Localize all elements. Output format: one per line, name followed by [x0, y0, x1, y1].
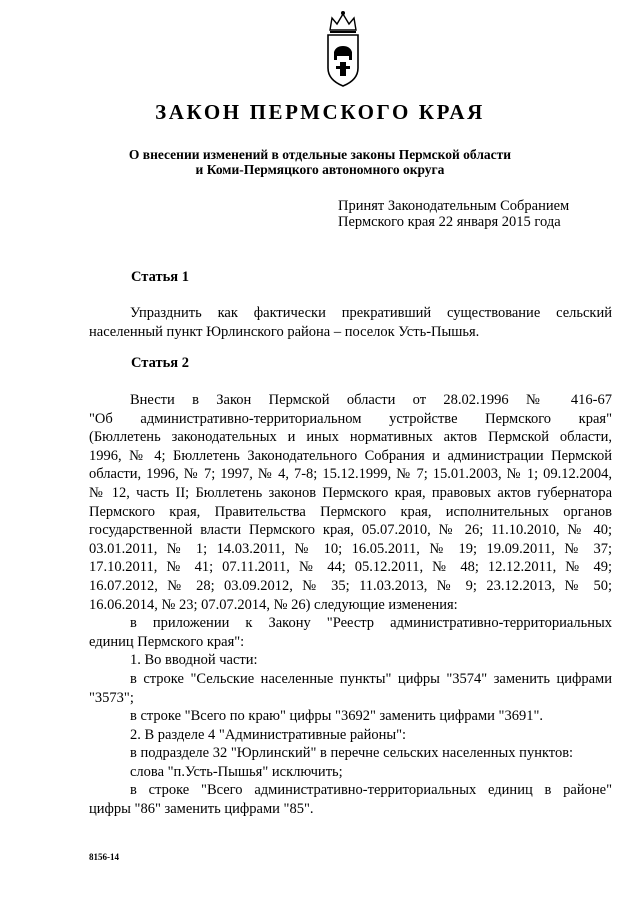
text-line: Упразднить как фактически прекративший существование сельский	[130, 305, 612, 321]
text-line: в приложении к Закону "Реестр административно-территориальных	[130, 615, 612, 632]
text-line: 16.06.2014, № 23; 07.07.2014, № 26) следующие изменения:	[89, 596, 458, 613]
text-line: (Бюллетень законодательных и иных нормативных актов Пермской области,	[89, 429, 612, 446]
text-line: "3573";	[89, 689, 134, 706]
law-subtitle	[0, 147, 640, 177]
text-line: Внести в Закон Пермской области от 28.02.1996 № 416-67	[130, 392, 612, 408]
text-line: в подразделе 32 "Юрлинский" в перечне сельских населенных пунктов:	[130, 745, 574, 762]
text-line: цифры "86" заменить цифрами "85".	[89, 801, 314, 818]
document-code: 8156-14	[89, 852, 119, 862]
text-line: 1996, № 4; Бюллетень Законодательного Собрания и администрации Пермской	[89, 447, 612, 464]
adoption-line: Принят Законодательным Собранием	[338, 198, 570, 214]
adoption-line: Пермского края 22 января 2015 года	[338, 213, 561, 230]
text-line: в строке "Всего административно-территориальных единиц в районе"	[130, 782, 612, 799]
adoption-note	[338, 199, 569, 230]
text-line: области, 1996, № 7; 1997, № 4, 7-8; 15.12.1999, № 7; 15.01.2003, № 1; 09.12.2004,	[89, 466, 612, 483]
subtitle-line: и Коми-Пермяцкого автономного округа	[195, 162, 445, 177]
article-2-heading: Статья 2	[131, 355, 189, 371]
article-2-text	[89, 391, 612, 819]
text-line: 16.07.2012, № 28; 03.09.2012, № 35; 11.03.2013, № 9; 23.12.2013, № 50;	[89, 577, 612, 594]
text-line: слова "п.Усть-Пышья" исключить;	[130, 763, 343, 780]
text-line: "Об административно-территориальном устройстве Пермского края"	[89, 410, 612, 427]
text-line: 2. В разделе 4 "Административные районы":	[130, 726, 407, 743]
subtitle-line: О внесении изменений в отдельные законы Пермской области	[128, 147, 512, 162]
text-line: населенный пункт Юрлинского района – поселок Усть-Пышья.	[89, 323, 480, 340]
article-1-text	[89, 304, 612, 341]
text-line: в строке "Всего по краю" цифры "3692" заменить цифрами "3691".	[130, 708, 543, 725]
article-1-heading: Статья 1	[131, 269, 189, 285]
coat-of-arms-icon	[318, 8, 368, 90]
text-line: единиц Пермского края":	[89, 633, 245, 650]
text-line: № 12, часть II; Бюллетень законов Пермского края, правовых актов губернатора	[89, 484, 612, 501]
text-line: в строке "Сельские населенные пункты" цифры "3574" заменить цифрами	[130, 670, 612, 687]
law-title: ЗАКОН ПЕРМСКОГО КРАЯ	[155, 100, 485, 124]
text-line: 17.10.2011, № 41; 07.11.2011, № 44; 05.12.2011, № 48; 12.12.2011, № 49;	[89, 559, 612, 576]
text-line: 03.01.2011, № 1; 14.03.2011, № 10; 16.05.2011, № 19; 19.09.2011, № 37;	[89, 540, 612, 557]
text-line: 1. Во вводной части:	[130, 652, 258, 669]
text-line: Пермского края, Правительства Пермского края, исполнительных органов	[89, 503, 612, 520]
text-line: государственной власти Пермского края, 05.07.2010, № 26; 11.10.2010, № 40;	[89, 522, 612, 539]
